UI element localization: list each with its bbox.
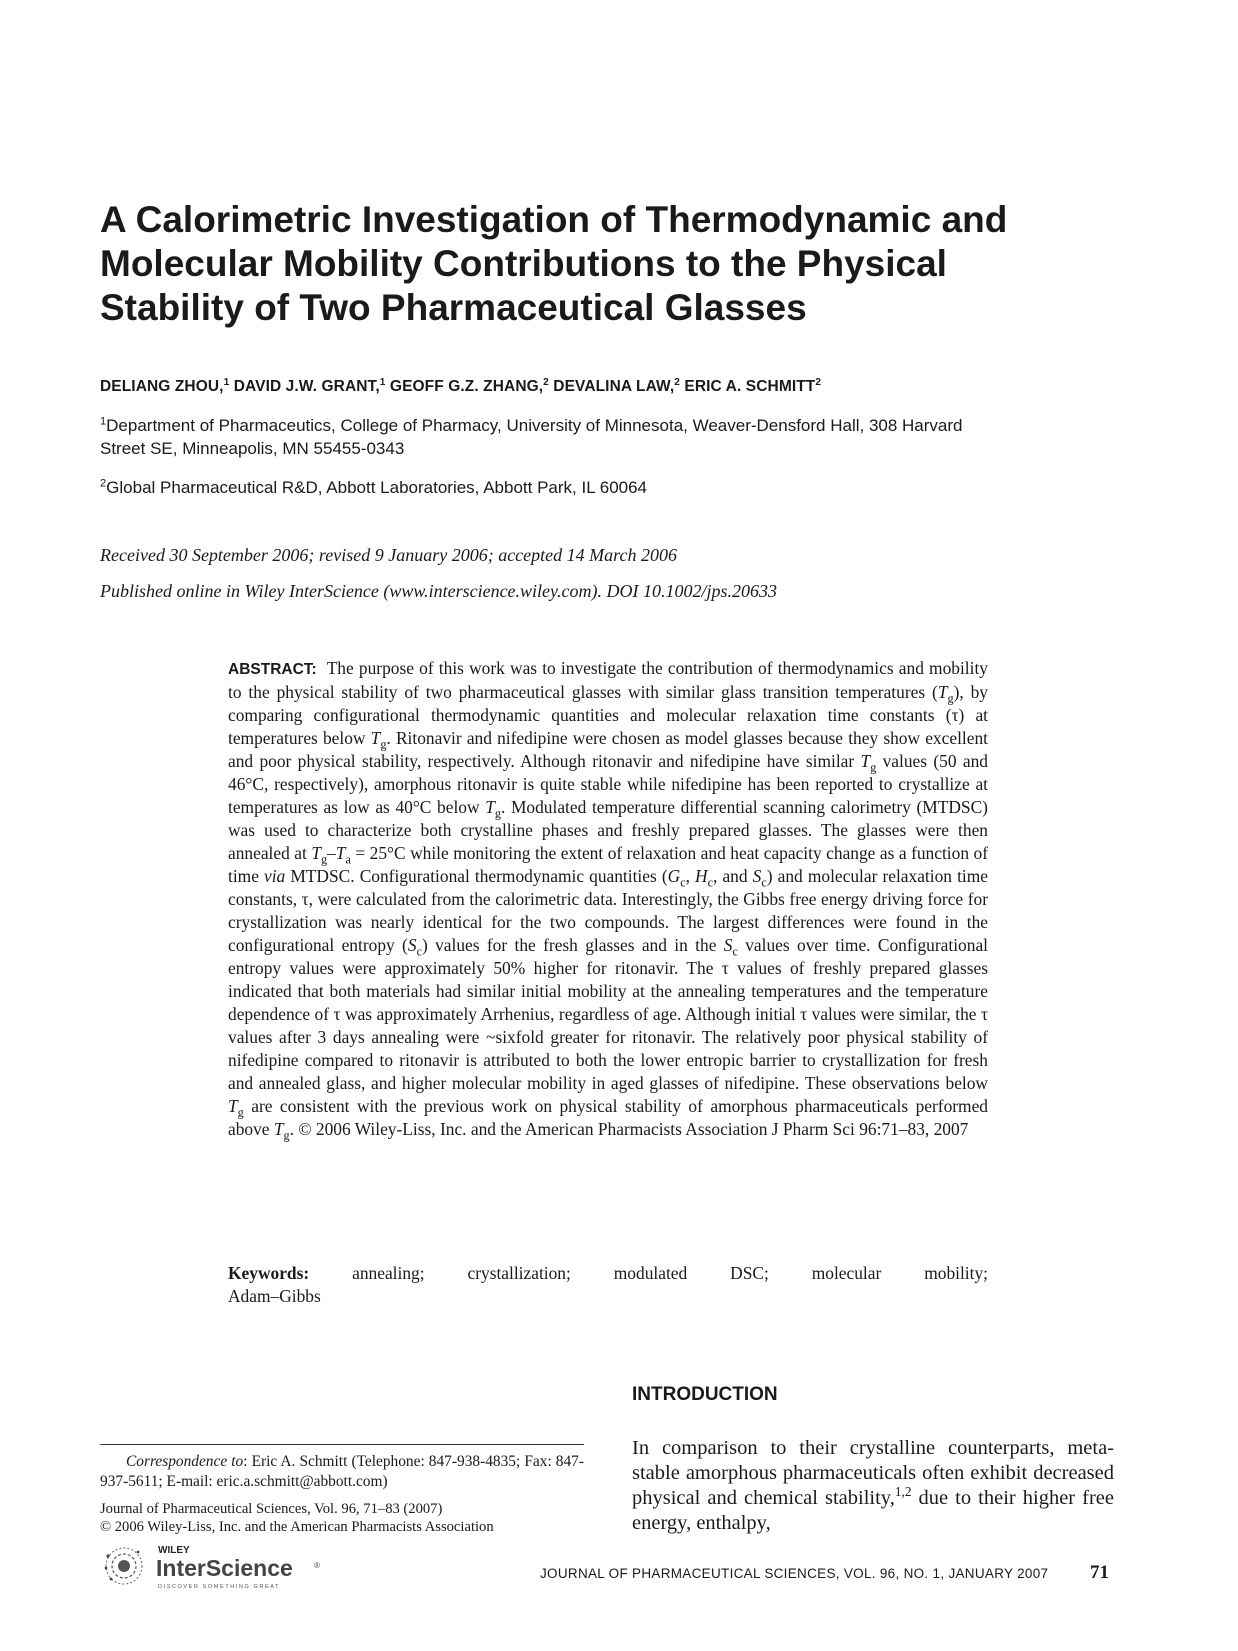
keywords-line-2: Adam–Gibbs: [228, 1286, 321, 1306]
subscript-g: g: [870, 760, 877, 775]
footnote-rule: [100, 1444, 584, 1445]
correspondence-text: : Eric A. Schmitt (Telephone: 847-938-4835; Fax: 847-937-5611; E-mail: eric.a.schmitt@abbott.com): [100, 1453, 585, 1490]
symbol-T: T: [311, 843, 321, 863]
symbol-T: T: [370, 728, 381, 748]
symbol-T: T: [228, 1096, 238, 1116]
affiliation-1: [100, 414, 1000, 460]
received-dates: Received 30 September 2006; revised 9 January 2006; accepted 14 March 2006: [100, 545, 677, 565]
subscript-g: g: [283, 1128, 290, 1143]
symbol-T: T: [335, 843, 346, 863]
abstract-text: are consistent with the previous work on physical stability of amorphous pharmaceuticals performed above: [228, 1096, 988, 1139]
author-affiliation-marker: 2: [815, 376, 822, 388]
subscript-c: c: [707, 875, 714, 890]
symbol-T: T: [485, 797, 495, 817]
keywords-line-1: annealing; crystallization; modulated DSC; molecular mobility;: [352, 1263, 988, 1283]
abstract-label: ABSTRACT:: [228, 661, 317, 678]
author-affiliation-marker: 1: [223, 376, 230, 388]
abstract-text: values (50 and 46°C, respectively), amorphous ritonavir is quite stable while nifedipine has been reported to crystallize at temperatures as low as 40°C below: [228, 751, 988, 817]
logo-registered-mark: ®: [314, 1561, 320, 1570]
author-name: DELIANG ZHOU,: [100, 378, 224, 395]
page-number: 71: [1090, 1562, 1109, 1583]
correspondence-label: Correspondence to: [126, 1453, 244, 1470]
symbol-S: S: [407, 935, 417, 955]
abstract-text: , and: [713, 866, 753, 886]
copyright-line: © 2006 Wiley-Liss, Inc. and the American Pharmacists Association: [100, 1519, 494, 1535]
wiley-interscience-logo: [100, 1542, 340, 1592]
abstract-text: ) values for the fresh glasses and in the: [421, 935, 724, 955]
abstract-text: ), by comparing configurational thermodynamic quantities and molecular relaxation time constants (τ) at temperatures below: [228, 682, 988, 748]
symbol-T: T: [273, 1119, 284, 1139]
logo-tagline: DISCOVER SOMETHING GREAT: [158, 1584, 281, 1590]
symbol-H: H: [695, 866, 708, 886]
symbol-S: S: [752, 866, 762, 886]
logo-interscience-text: InterScience: [156, 1555, 293, 1581]
affiliation-number: 1: [100, 415, 107, 428]
affiliation-text: Department of Pharmaceutics, College of Pharmacy, University of Minnesota, Weaver-Densford Hall, 308 Harvard Street SE, Minneapolis, MN 55455-0343: [100, 416, 963, 458]
abstract: ABSTRACT: The purpose of this work was to investigate the contribution of thermodynamics and mobility to the physical stability of two pharmaceutical glasses with similar glass transition temperatures $(T_g)$, by comparing configurational thermodynamic quantities and molecular relaxation time constants (τ) at temperatures below $T_g$. Ritonavir and nifedipine were chosen as model glasses because they show excellent and poor physical stability, respectively. Although ritonavir and nifedipine have similar $T_g$ values (50 and 46°C, respectively), amorphous ritonavir is quite stable while nifedipine has been reported to crystallize at temperatures as low as 40°C below $T_g$. Modulated temperature differential scanning calorimetry (MTDSC) was used to characterize both crystalline phases and freshly prepared glasses. The glasses were then annealed at $T_g-T_a = 25^\circ C$ while monitoring the extent of relaxation and heat capacity change as a function of time via MTDSC. Configurational thermodynamic quantities ($G_c$, $H_c$, and $S_c$) and molecular relaxation time constants, τ, were calculated from the calorimetric data. Interestingly, the Gibbs free energy driving force for crystallization was nearly identical for the two compounds. The largest differences were found in the configurational entropy $(S_c)$ values for the fresh glasses and in the $S_c$ values over time. Configurational entropy values were approximately 50% higher for ritonavir. The τ values of freshly prepared glasses indicated that both materials had similar initial mobility at the annealing temperatures and the temperature dependence of τ was approximately Arrhenius, regardless of age. Although initial τ values were similar, the τ values after 3 days annealing were ~sixfold greater for ritonavir. The relatively poor physical stability of nifedipine compared to ritonavir is attributed to both the lower entropic barrier to crystallization for fresh and annealed glass, and higher molecular mobility in aged glasses of nifedipine. These observations below $T_g$ are consistent with the previous work on physical stability of amorphous pharmaceuticals performed above $T_g$. © 2006 Wiley-Liss, Inc. and the American Pharmacists Association J Pharm Sci 96:71–83, 2007: [228, 658, 988, 1143]
author-affiliation-marker: 1: [379, 376, 386, 388]
abstract-text: values over time. Configurational entropy values were approximately 50% higher for ritonavir. The τ values of freshly prepared glasses indicated that both materials had similar initial mobility at the annealing temperatures and the temperature dependence of τ was approximately Arrhenius, regardless of age. Although initial τ values were similar, the τ values after 3 days annealing were ~sixfold greater for ritonavir. The relatively poor physical stability of nifedipine compared to ritonavir is attributed to both the lower entropic barrier to crystallization for fresh and annealed glass, and higher molecular mobility in aged glasses of nifedipine. These observations below: [228, 935, 988, 1093]
symbol-G: G: [667, 866, 681, 886]
subscript-c: c: [416, 944, 422, 959]
author-list: [100, 378, 821, 396]
subscript-c: c: [761, 875, 767, 890]
affiliation-2: [100, 476, 647, 499]
abstract-text: ) and molecular relaxation time constants, τ, were calculated from the calorimetric data. Interestingly, the Gibbs free energy driving force for crystallization was nearly identical for the two compounds. The largest differences were found in the configurational entropy (: [228, 866, 988, 955]
introduction-text: [632, 1436, 1114, 1536]
abstract-text: . Ritonavir and nifedipine were chosen as model glasses because they show excellent and poor physical stability, respectively. Although ritonavir and nifedipine have similar: [228, 728, 988, 771]
running-footer: JOURNAL OF PHARMACEUTICAL SCIENCES, VOL. 96, NO. 1, JANUARY 2007: [540, 1566, 1049, 1581]
affiliation-text: Global Pharmaceutical R&D, Abbott Laboratories, Abbott Park, IL 60064: [106, 478, 648, 497]
subscript-g: g: [494, 806, 501, 821]
journal-citation: Journal of Pharmaceutical Sciences, Vol. 96, 71–83 (2007): [100, 1501, 443, 1517]
symbol-S: S: [723, 935, 733, 955]
abstract-text: The purpose of this work was to investigate the contribution of thermodynamics and mobility to the physical stability of two pharmaceutical glasses with similar glass transition temperatures (: [228, 658, 988, 702]
symbol-T: T: [937, 682, 948, 702]
intro-text: due to their higher free energy, enthalpy,: [632, 1487, 1114, 1534]
subscript-g: g: [947, 691, 954, 706]
abstract-via: via: [264, 866, 286, 886]
citation-refs: 1,2: [894, 1484, 912, 1500]
logo-wiley-text: WILEY: [158, 1545, 190, 1556]
abstract-text: . © 2006 Wiley-Liss, Inc. and the American Pharmacists Association J Pharm Sci 96:71–83, 2007: [289, 1119, 969, 1139]
subscript-g: g: [380, 737, 387, 752]
keywords-label: Keywords:: [228, 1263, 310, 1283]
author-name: DEVALINA LAW,: [553, 378, 675, 395]
paper-title: A Calorimetric Investigation of Thermodynamic and Molecular Mobility Contributions to the Physical Stability of Two Pharmaceutical Glasses: [100, 199, 1008, 328]
correspondence-note: [100, 1452, 584, 1492]
subscript-c: c: [732, 944, 738, 959]
abstract-text: . Modulated temperature differential scanning calorimetry (MTDSC) was used to characterize both crystalline phases and freshly prepared glasses. The glasses were then annealed at: [228, 797, 988, 863]
intro-text: In comparison to their crystalline counterparts, meta-stable amorphous pharmaceuticals often exhibit decreased physical and chemical stability,: [632, 1437, 1114, 1509]
subscript-g: g: [321, 852, 328, 867]
keywords: [228, 1262, 988, 1285]
author-affiliation-marker: 2: [543, 376, 549, 388]
subscript-a: a: [345, 852, 351, 867]
subscript-c: c: [680, 875, 686, 890]
affiliation-number: 2: [100, 477, 107, 490]
abstract-text: MTDSC. Configurational thermodynamic quantities (: [285, 866, 668, 886]
author-name: DAVID J.W. GRANT,: [233, 378, 380, 395]
section-heading-introduction: INTRODUCTION: [632, 1384, 778, 1405]
symbol-T: T: [860, 751, 871, 771]
author-affiliation-marker: 2: [674, 376, 680, 388]
globe-icon: [105, 1548, 142, 1584]
publication-info: Published online in Wiley InterScience (www.interscience.wiley.com). DOI 10.1002/jps.20633: [100, 581, 778, 601]
author-name: GEOFF G.Z. ZHANG,: [389, 378, 544, 395]
abstract-text: = 25°C while monitoring the extent of relaxation and heat capacity change as a function of time: [228, 843, 988, 886]
journal-info: [100, 1500, 584, 1536]
subscript-g: g: [237, 1105, 244, 1120]
author-name: ERIC A. SCHMITT: [684, 378, 816, 395]
